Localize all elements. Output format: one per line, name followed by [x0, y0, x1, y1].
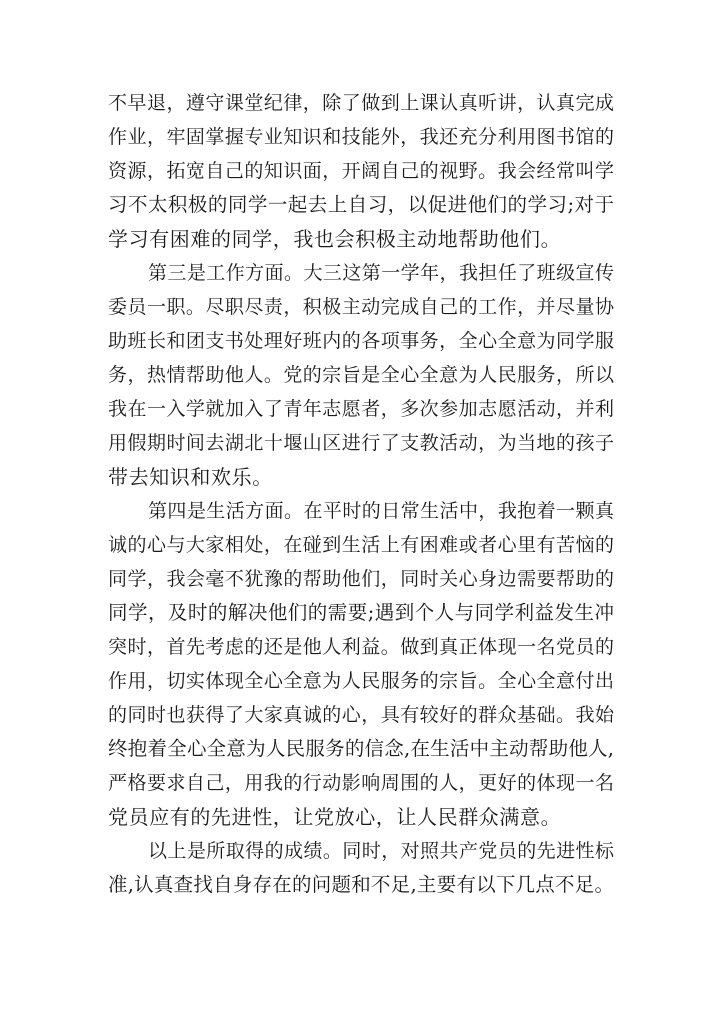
text-line: 资源，拓宽自己的知识面，开阔自己的视野。我会经常叫学	[108, 160, 614, 182]
text-line: 第四是生活方面。在平时的日常生活中，我抱着一颗真	[148, 500, 614, 522]
text-line: 我在一入学就加入了青年志愿者，多次参加志愿活动，并利	[108, 398, 614, 420]
text-line: 同学，我会毫不犹豫的帮助他们，同时关心身边需要帮助的	[108, 568, 614, 590]
text-line: 诚的心与大家相处，在碰到生活上有困难或者心里有苦恼的	[108, 534, 614, 556]
text-line: 不早退，遵守课堂纪律，除了做到上课认真听讲，认真完成	[108, 92, 614, 114]
document-body	[108, 86, 614, 902]
text-line: 党员应有的先进性，让党放心，让人民群众满意。	[108, 805, 562, 829]
paragraph-summary	[108, 834, 614, 902]
text-line: 同学，及时的解决他们的需要;遇到个人与同学利益发生冲	[108, 601, 614, 624]
paragraph-life	[108, 494, 614, 834]
text-line: 第三是工作方面。大三这第一学年，我担任了班级宣传	[148, 262, 614, 284]
text-line: 的同时也获得了大家真诚的心，具有较好的群众基础。我始	[108, 704, 614, 726]
text-line: 作用，切实体现全心全意为人民服务的宗旨。全心全意付出	[108, 670, 614, 692]
paragraph-work	[108, 256, 614, 494]
paragraph-study	[108, 86, 614, 256]
text-line: 助班长和团支书处理好班内的各项事务，全心全意为同学服	[108, 330, 614, 352]
text-line: 严格要求自己，用我的行动影响周围的人，更好的体现一名	[108, 772, 614, 794]
text-line: 学习有困难的同学，我也会积极主动地帮助他们。	[108, 227, 562, 251]
text-line: 习不太积极的同学一起去上自习，以促进他们的学习;对于	[108, 193, 614, 216]
text-line: 终抱着全心全意为人民服务的信念,在生活中主动帮助他人,	[108, 737, 614, 760]
text-line: 准,认真查找自身存在的问题和不足,主要有以下几点不足。	[108, 873, 614, 896]
text-line: 带去知识和欢乐。	[108, 465, 273, 489]
text-line: 务，热情帮助他人。党的宗旨是全心全意为人民服务，所以	[108, 364, 614, 386]
text-line: 委员一职。尽职尽责，积极主动完成自己的工作，并尽量协	[108, 296, 614, 318]
text-line: 以上是所取得的成绩。同时，对照共产党员的先进性标	[148, 840, 614, 862]
text-line: 突时，首先考虑的还是他人利益。做到真正体现一名党员的	[108, 636, 614, 658]
text-line: 作业，牢固掌握专业知识和技能外，我还充分利用图书馆的	[108, 126, 614, 148]
text-line: 用假期时间去湖北十堰山区进行了支教活动，为当地的孩子	[108, 432, 614, 454]
